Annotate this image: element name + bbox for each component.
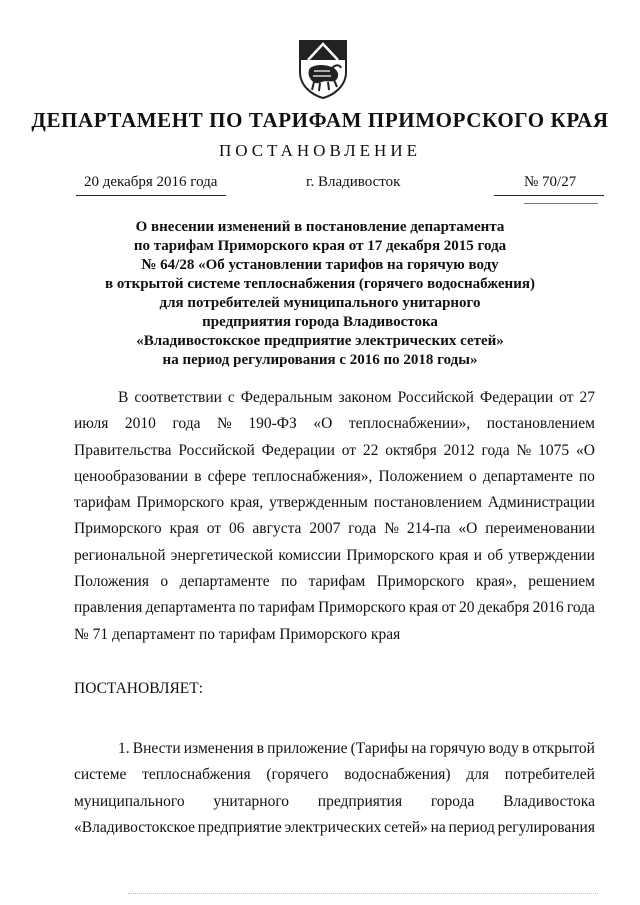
word: энергетической	[170, 546, 274, 564]
word: в	[194, 467, 202, 485]
word: изменения	[183, 740, 254, 757]
resolves-heading: ПОСТАНОВЛЯЕТ:	[74, 680, 204, 697]
word: Положения	[74, 573, 149, 591]
word: от	[206, 520, 222, 538]
word: законом	[338, 389, 392, 406]
word: №	[217, 415, 232, 433]
word: Федерации	[261, 441, 335, 459]
word: сфере	[207, 467, 247, 485]
word: комиссии	[278, 546, 342, 564]
item-line	[74, 736, 595, 762]
word: 06	[229, 520, 245, 538]
word: департаменте	[482, 467, 573, 485]
word: об	[487, 546, 503, 564]
word: года	[566, 599, 595, 617]
coat-of-arms-icon	[296, 38, 350, 100]
title-line: «Владивостокское предприятие электрических сетей»	[136, 333, 504, 349]
word: постановлением	[486, 415, 595, 433]
word: муниципального	[74, 792, 185, 810]
item-line	[74, 789, 595, 815]
word: Приморского	[376, 573, 465, 591]
word: Федеральным	[240, 389, 333, 406]
word: 2016	[532, 599, 564, 617]
word: тарифам	[258, 599, 315, 617]
word: года	[348, 520, 377, 538]
word: соответствии	[134, 389, 222, 406]
word: Приморского	[346, 546, 434, 564]
preamble-line	[74, 385, 595, 411]
word: от	[341, 441, 357, 459]
decree-city: г. Владивосток	[306, 174, 401, 190]
word: от	[559, 389, 574, 406]
word: о	[469, 467, 477, 485]
word: унитарного	[213, 792, 290, 810]
word: В	[118, 389, 129, 406]
title-line: на период регулирования с 2016 по 2018 годы»	[162, 352, 478, 368]
word: департаменте	[179, 573, 270, 591]
word: (Тарифы	[350, 740, 409, 757]
word: региональной	[74, 546, 166, 564]
word: города	[430, 792, 475, 810]
word: Российской	[397, 389, 474, 406]
word: 20	[459, 599, 475, 617]
word: теплоснабжении»,	[348, 415, 471, 433]
preamble-line	[74, 438, 595, 464]
preamble-line	[74, 595, 595, 621]
document-type: ПОСТАНОВЛЕНИЕ	[218, 141, 421, 160]
word: 22	[362, 441, 379, 459]
word: решением	[528, 573, 595, 591]
item-line	[74, 815, 595, 841]
word: от	[441, 599, 456, 617]
word: Российской	[178, 441, 255, 459]
word: №	[384, 520, 399, 538]
word: теплоснабжения»,	[252, 467, 373, 485]
word: Положением	[378, 467, 463, 485]
word: водоснабжения)	[344, 766, 451, 784]
word: на	[430, 818, 446, 836]
decree-date: 20 декабря 2016 года	[76, 174, 226, 196]
word: тарифам	[74, 494, 131, 512]
word: декабря	[477, 599, 530, 617]
word: утверждении	[508, 546, 595, 564]
word: Администрации	[487, 494, 595, 512]
word: открытой	[532, 740, 595, 757]
word: в	[256, 740, 265, 757]
word: года	[481, 441, 510, 459]
word: №	[516, 441, 532, 459]
word: 190-ФЗ	[248, 415, 297, 433]
word: сетей»	[384, 818, 428, 836]
word: Федерации	[479, 389, 554, 406]
word: (горячего	[266, 766, 329, 784]
word: горячую	[429, 740, 486, 757]
preamble-line	[74, 464, 595, 490]
word: приложение	[267, 740, 348, 757]
word: потребителей	[504, 766, 595, 784]
word: по	[238, 599, 256, 617]
word: предприятие	[197, 818, 282, 836]
title-line: № 64/28 «Об установлении тарифов на горячую воду	[141, 257, 499, 273]
decree-number: № 70/27	[494, 174, 604, 196]
word: переименовании	[485, 520, 595, 538]
word: для	[466, 766, 490, 784]
word: края»,	[475, 573, 517, 591]
word: 2010	[124, 415, 156, 433]
word: края	[169, 520, 199, 538]
word: регулирования	[497, 818, 595, 836]
preamble-line	[74, 543, 595, 569]
word: тарифам	[308, 573, 366, 591]
word: Приморского	[318, 599, 406, 617]
item-1-paragraph	[74, 736, 595, 841]
title-line: по тарифам Приморского края от 17 декабря 2015 года	[133, 238, 507, 254]
preamble-line	[74, 411, 595, 437]
preamble-paragraph	[74, 385, 595, 648]
preamble-line	[74, 490, 595, 516]
word: ценообразовании	[74, 467, 189, 485]
word: Приморского	[74, 520, 162, 538]
page-edge-rule	[128, 893, 598, 894]
word: августа	[252, 520, 302, 538]
preamble-line	[74, 516, 595, 542]
word: правления	[74, 599, 143, 617]
word: с	[227, 389, 235, 406]
number-underline	[524, 203, 598, 204]
word: предприятия	[317, 792, 403, 810]
word: департамента	[145, 599, 236, 617]
word: 2012	[443, 441, 475, 459]
item-line	[74, 762, 595, 788]
word: 27	[579, 389, 595, 406]
word: октября	[385, 441, 437, 459]
word: 1075	[538, 441, 570, 459]
word: воду	[488, 740, 519, 757]
word: 2007	[309, 520, 341, 538]
word: края	[439, 546, 469, 564]
word: по	[281, 573, 298, 591]
title-line: в открытой системе теплоснабжения (горячего водоснабжения)	[105, 276, 535, 292]
word: постановлением	[373, 494, 482, 512]
word: Внести	[132, 740, 181, 757]
decree-title	[60, 218, 580, 370]
preamble-line-last	[74, 622, 595, 648]
word: утвержденным	[269, 494, 368, 512]
word: на	[411, 740, 427, 757]
word: края	[408, 599, 439, 617]
word: Владивостока	[503, 792, 595, 810]
word: период	[448, 818, 495, 836]
word: края,	[230, 494, 264, 512]
word: теплоснабжения	[142, 766, 251, 784]
word: года	[172, 415, 201, 433]
word: 1.	[118, 740, 130, 757]
word: Приморского	[136, 494, 225, 512]
word: и	[473, 546, 483, 564]
word: системе	[74, 766, 127, 784]
title-line: предприятия города Владивостока	[202, 314, 438, 330]
department-heading: ДЕПАРТАМЕНТ ПО ТАРИФАМ ПРИМОРСКОГО КРАЯ	[31, 108, 609, 132]
word: Правительства	[74, 441, 172, 459]
title-line: для потребителей муниципального унитарного	[159, 295, 481, 311]
word: 214-па	[406, 520, 451, 538]
word: «О	[313, 415, 333, 433]
title-line: О внесении изменений в постановление департамента	[135, 219, 505, 235]
preamble-last-text: № 71 департамент по тарифам Приморского края	[74, 625, 401, 643]
word: электрических	[284, 818, 382, 836]
word: по	[578, 467, 595, 485]
word: июля	[74, 415, 109, 433]
word: о	[160, 573, 169, 591]
word: «Владивостокское	[74, 818, 196, 836]
word: «О	[575, 441, 595, 459]
word: в	[521, 740, 530, 757]
word: «О	[458, 520, 478, 538]
preamble-line	[74, 569, 595, 595]
